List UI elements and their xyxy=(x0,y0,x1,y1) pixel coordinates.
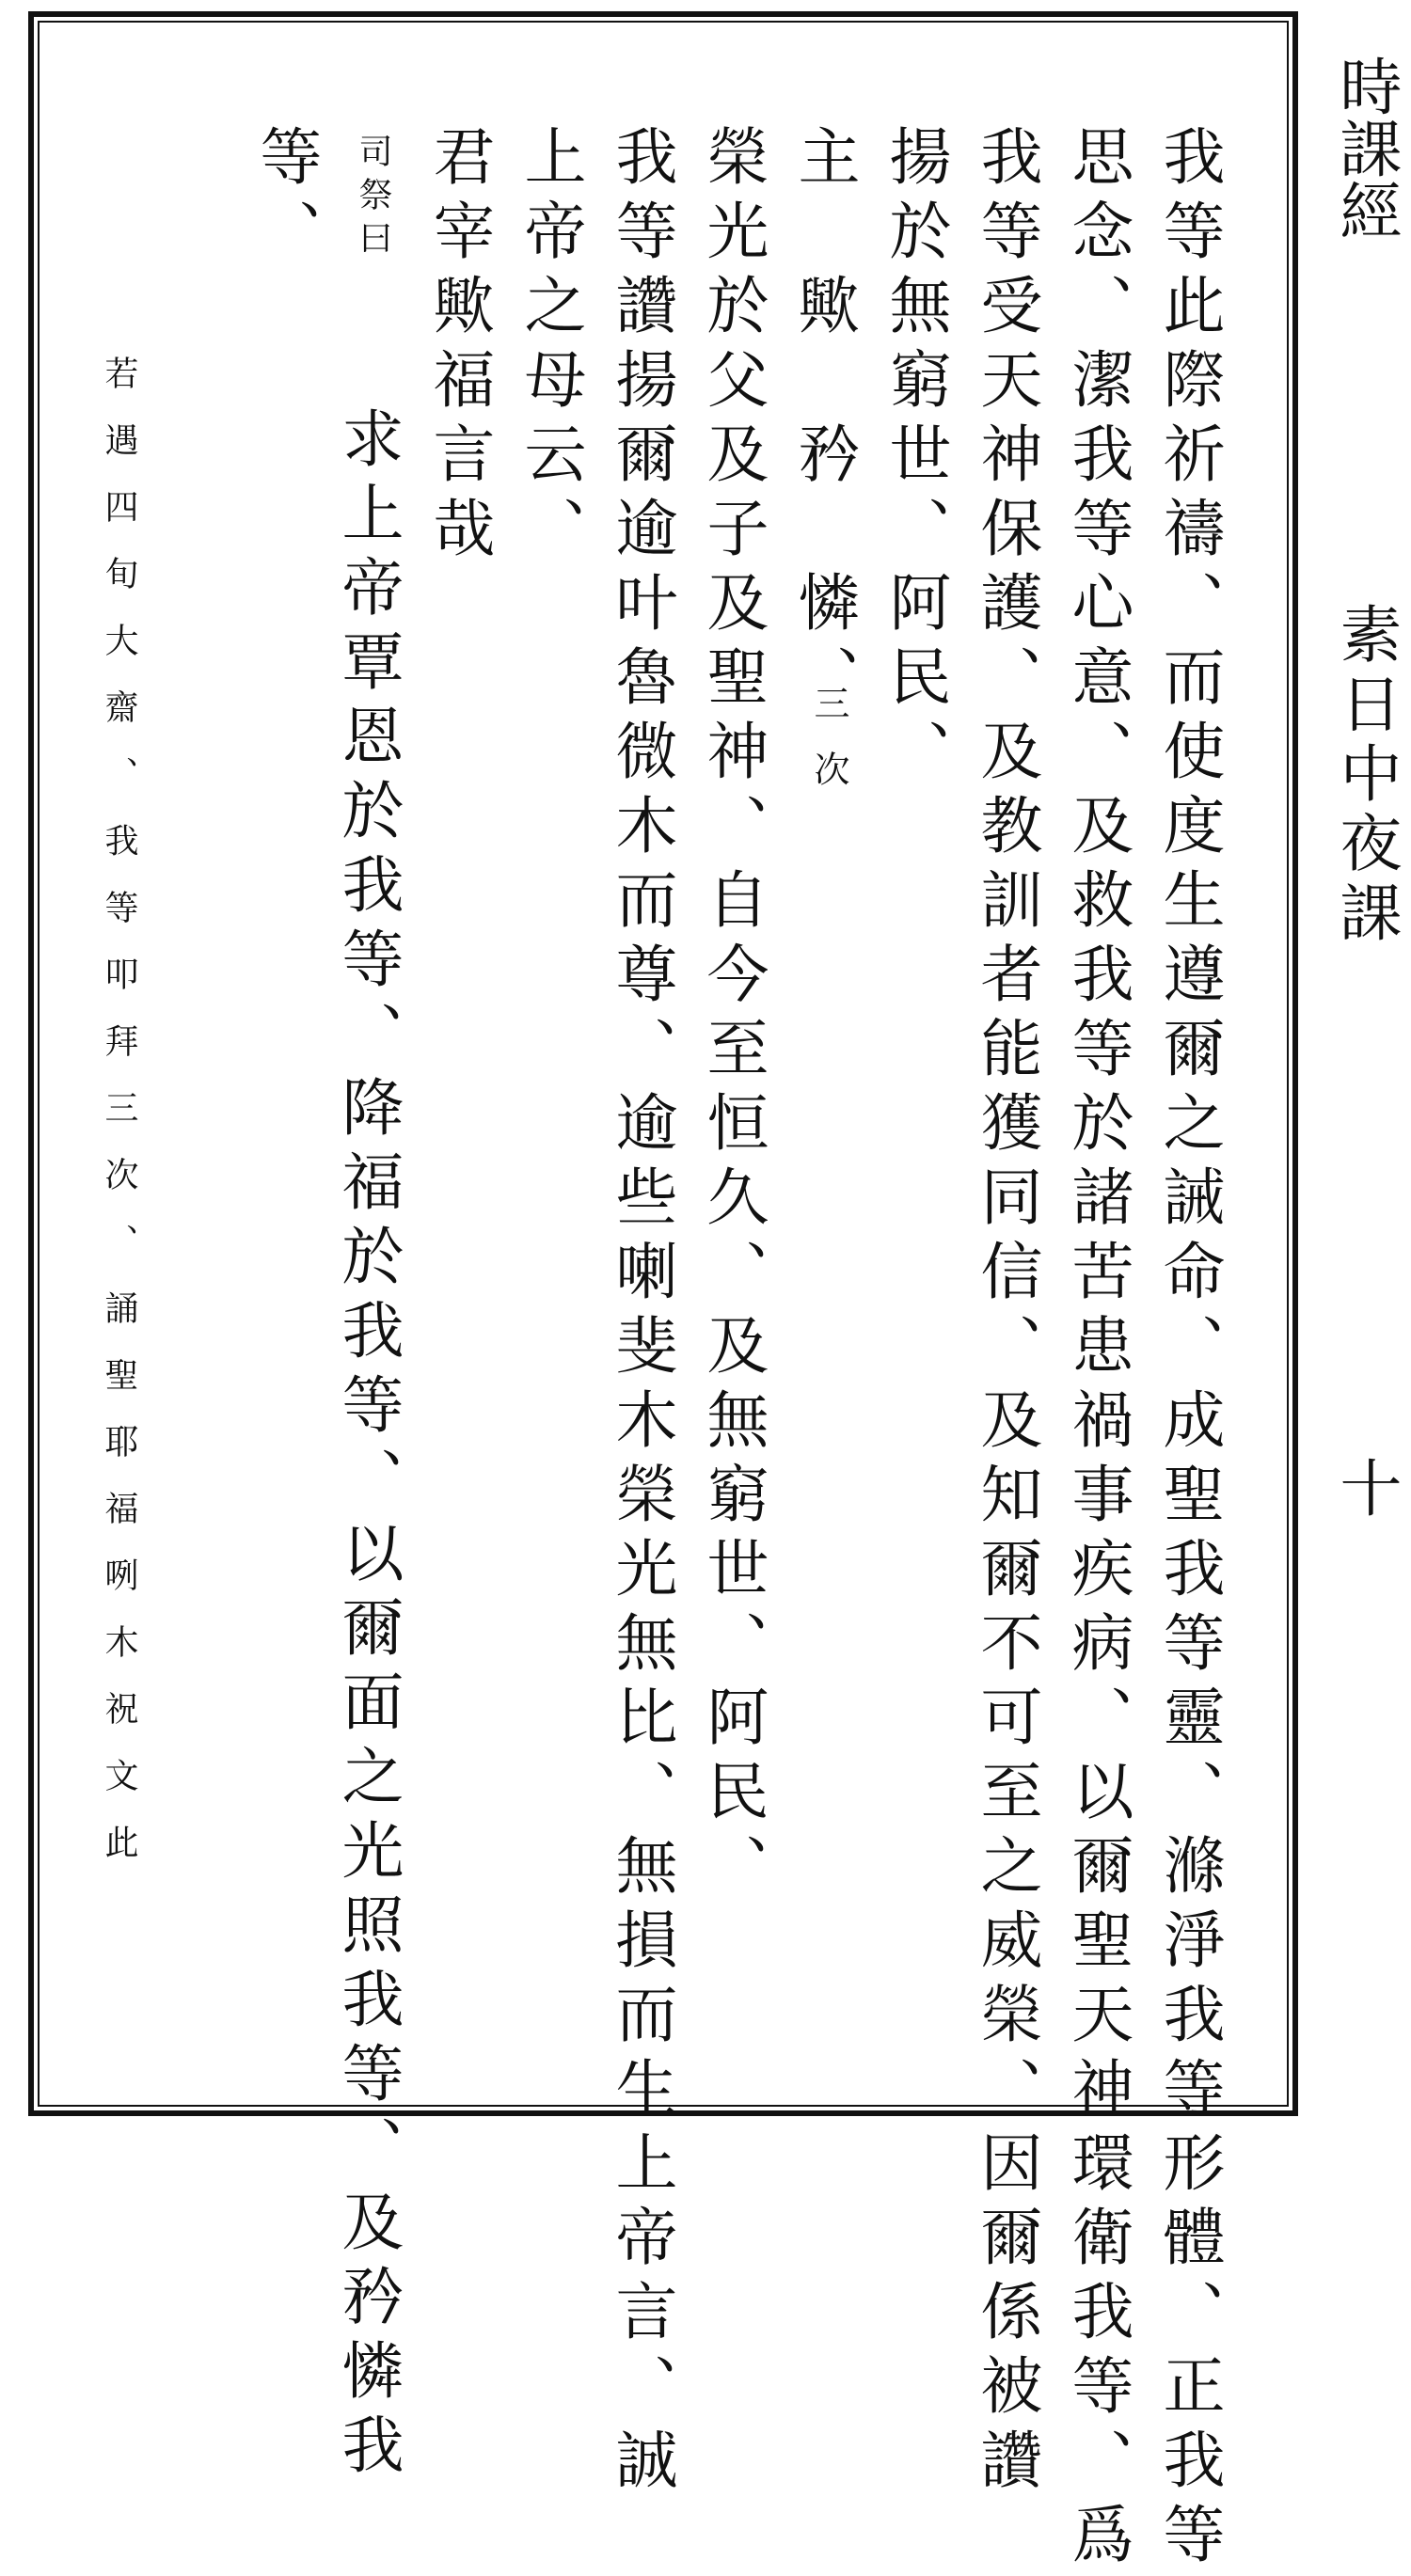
text-column-1: 我等此際祈禱、而使度生遵爾之誡命、成聖我等靈、滌淨我等形體、正我等 xyxy=(1152,124,1225,2576)
priest-label: 司祭曰 xyxy=(354,134,392,263)
section-title: 素日中夜課 xyxy=(1329,602,1402,950)
rubric-column: 若遇四旬大齋、我等叩拜三次、誦聖耶福咧木祝文此 xyxy=(100,356,138,1891)
text-column-9: 君宰歟福言哉 xyxy=(422,124,495,570)
text-column-10: 求上帝覃恩於我等、降福於我等、以爾面之光照我等、及矜憐我 xyxy=(331,406,404,2487)
page-number: 十 xyxy=(1329,1456,1402,1518)
text-column-7: 我等讚揚爾逾叶魯微木而尊、逾些喇斐木榮光無比、無損而生上帝言、誠 xyxy=(605,124,677,2502)
text-column-5: 主 歟 矜 憐、 xyxy=(787,124,860,719)
text-column-11: 等、 xyxy=(249,124,322,273)
book-title: 時課經 xyxy=(1329,55,1402,241)
text-column-6: 榮光於父及子及聖神、自今至恒久、及無窮世、阿民、 xyxy=(696,124,769,1907)
text-column-3: 我等受天神保護、及教訓者能獲同信、及知爾不可至之威榮、因爾係被讚 xyxy=(970,124,1042,2502)
text-column-2: 思念、潔我等心意、及救我等於諸苦患禍事疾病、以爾聖天神環衛我等、爲 xyxy=(1061,124,1134,2576)
text-column-4: 揚於無窮世、阿民、 xyxy=(879,124,951,793)
text-column-8: 上帝之母云、 xyxy=(514,124,586,570)
repeat-note: 三次 xyxy=(808,685,849,816)
